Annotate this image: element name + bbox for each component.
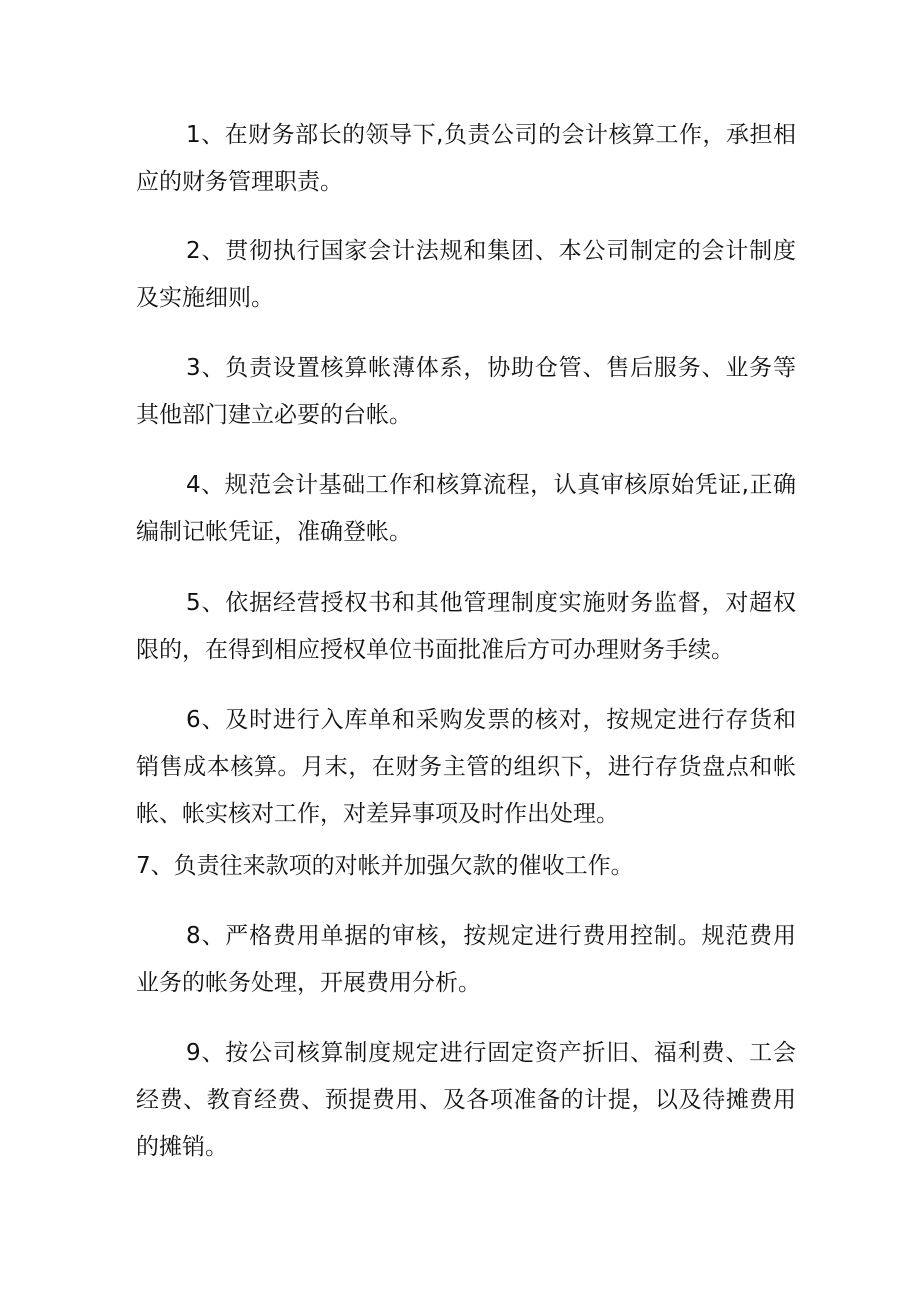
duty-paragraph-8: 8、严格费用单据的审核，按规定进行费用控制。规范费用业务的帐务处理，开展费用分析。: [136, 923, 796, 996]
duty-paragraph-2: 2、贯彻执行国家会计法规和集团、本公司制定的会计制度及实施细则。: [136, 238, 796, 311]
duty-paragraph-5: 5、依据经营授权书和其他管理制度实施财务监督，对超权限的，在得到相应授权单位书面批准后方可办理财务手续。: [136, 590, 796, 663]
duty-paragraph-7: 7、负责往来款项的对帐并加强欠款的催收工作。: [136, 853, 634, 879]
duty-paragraph-4: 4、规范会计基础工作和核算流程，认真审核原始凭证,正确编制记帐凭证，准确登帐。: [136, 472, 796, 545]
duty-paragraph-9: 9、按公司核算制度规定进行固定资产折旧、福利费、工会经费、教育经费、预提费用、及各项准备的计提，以及待摊费用的摊销。: [136, 1040, 796, 1160]
duty-paragraph-3: 3、负责设置核算帐薄体系，协助仓管、售后服务、业务等其他部门建立必要的台帐。: [136, 355, 796, 428]
duty-paragraph-6: 6、及时进行入库单和采购发票的核对，按规定进行存货和销售成本核算。月末，在财务主管的组织下，进行存货盘点和帐帐、帐实核对工作，对差异事项及时作出处理。: [136, 707, 796, 827]
duty-paragraph-1: 1、在财务部长的领导下,负责公司的会计核算工作，承担相应的财务管理职责。: [136, 122, 796, 195]
